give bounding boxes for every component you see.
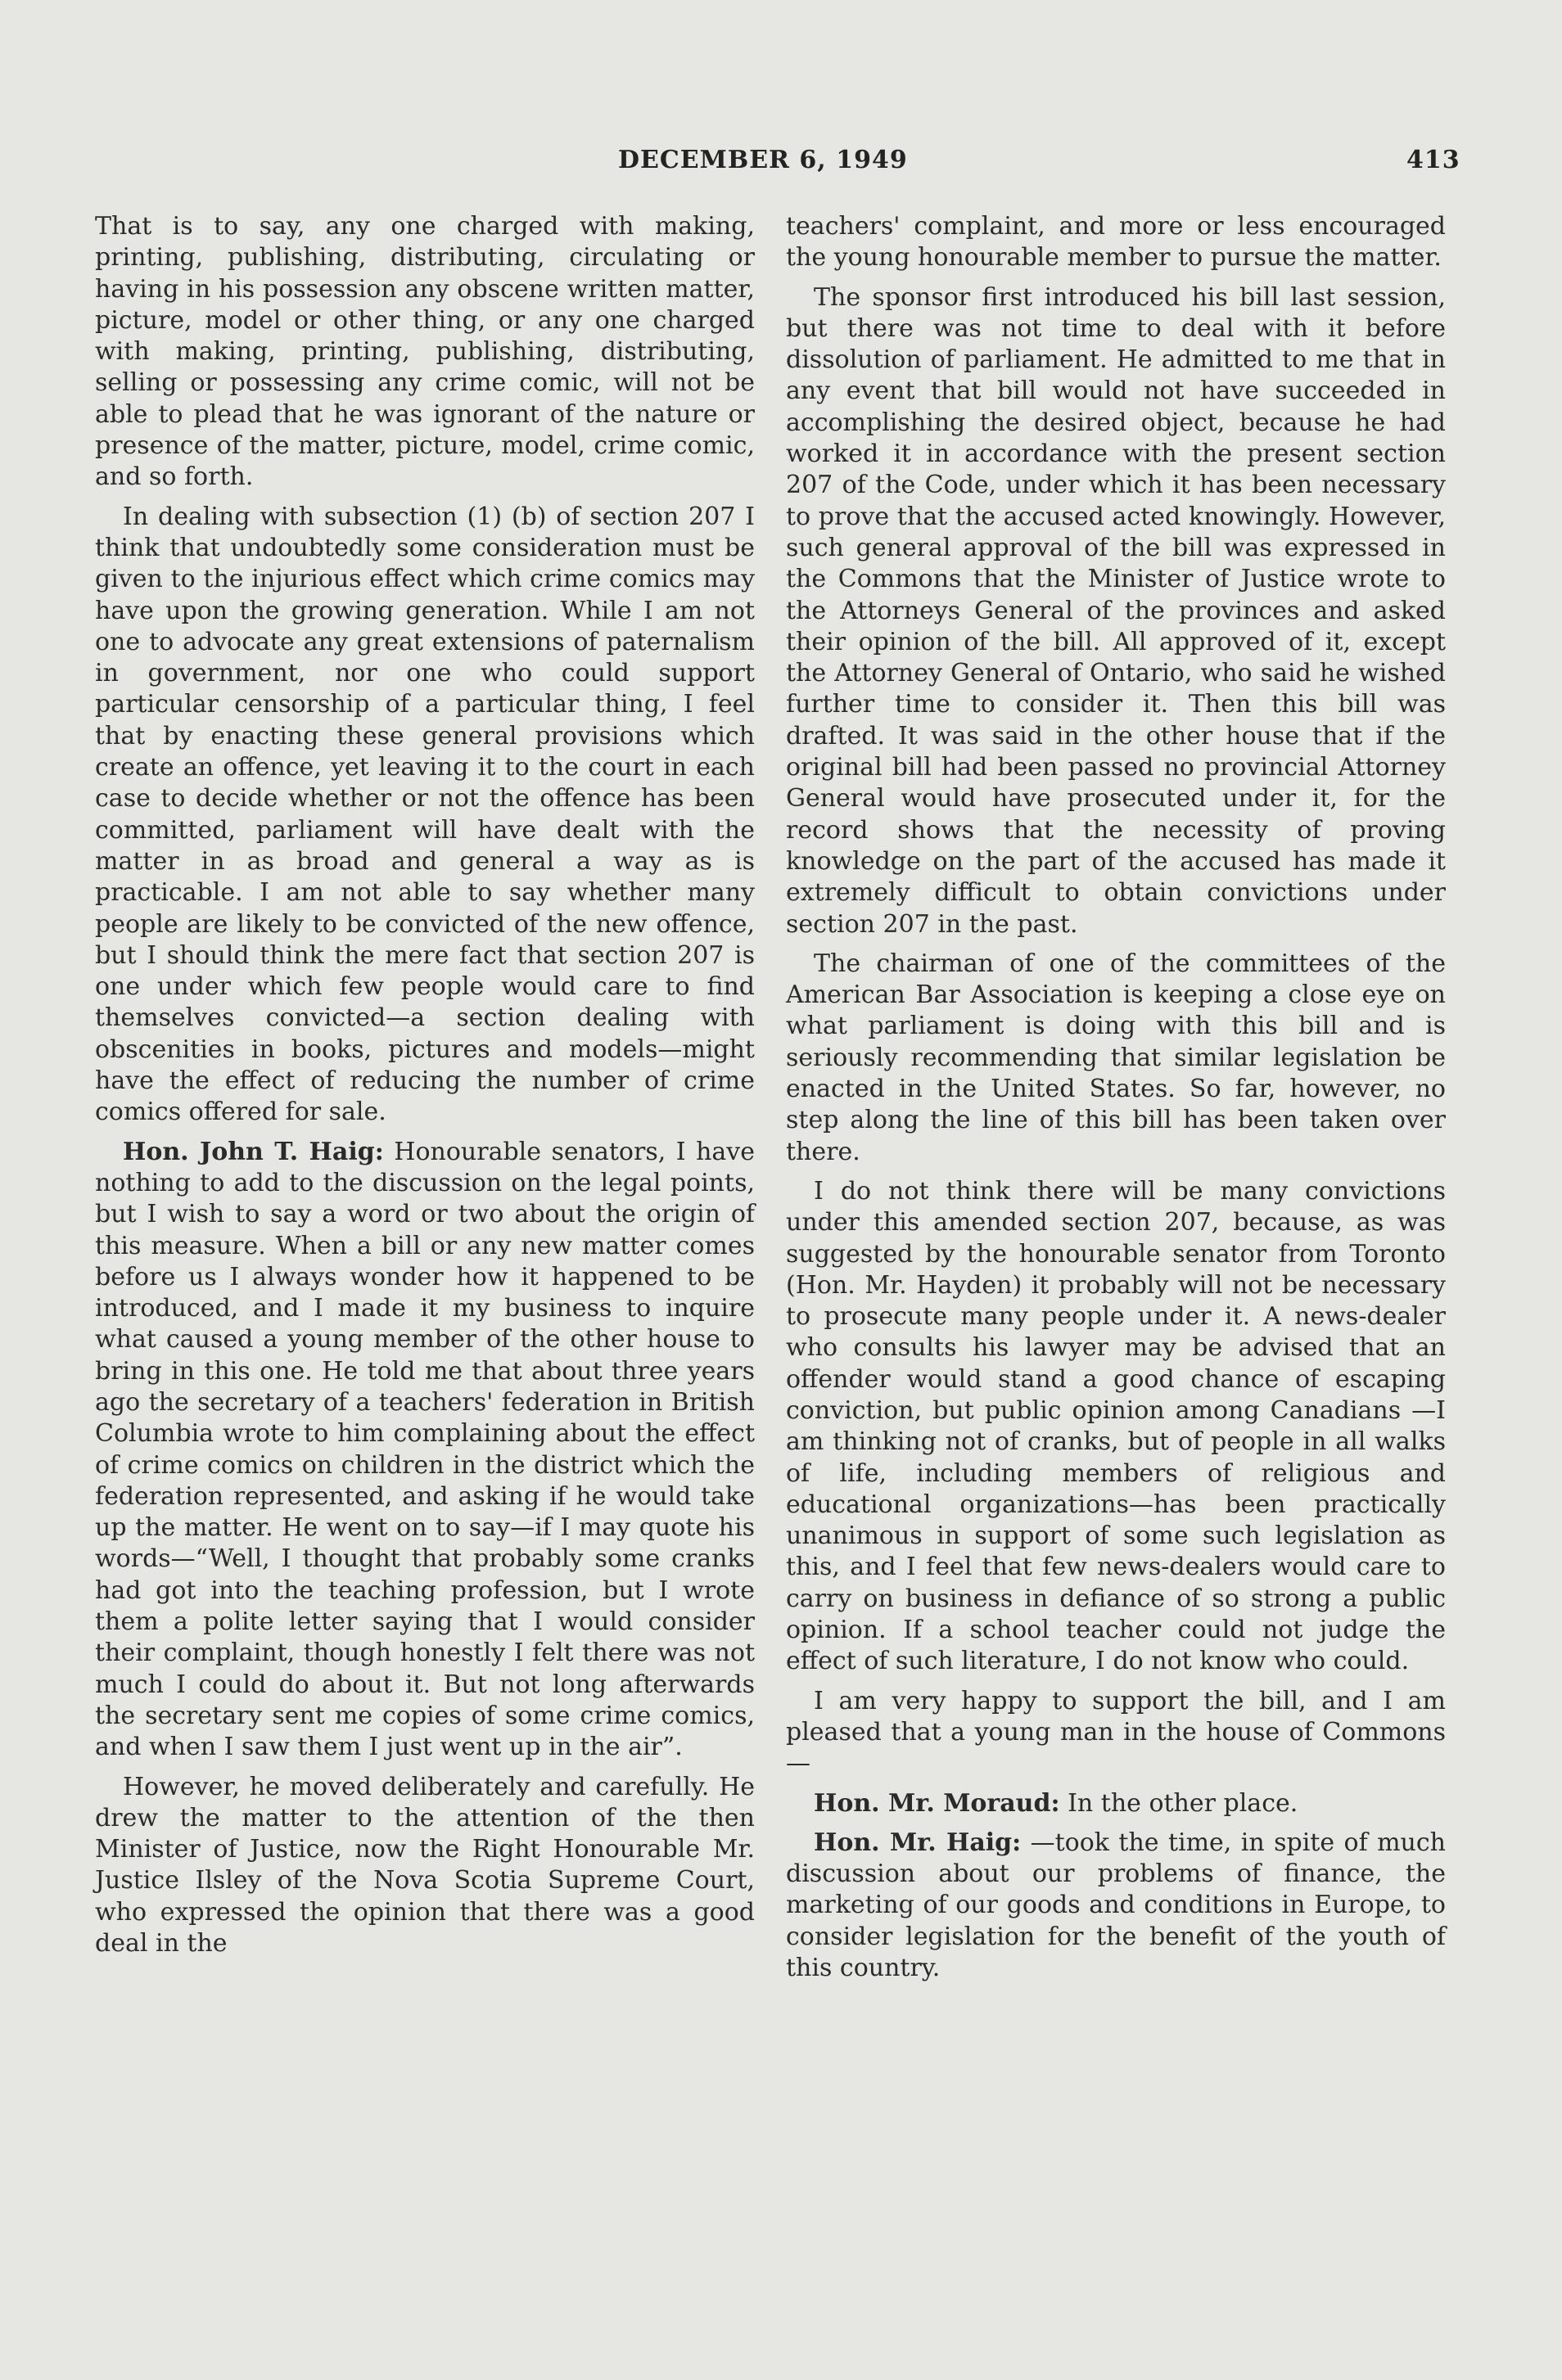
- paragraph: [786, 1686, 1446, 1780]
- paragraph: [95, 502, 755, 1129]
- paragraph-text: In the other place.: [1059, 1788, 1298, 1818]
- speech-paragraph: [786, 1828, 1446, 1984]
- speech-paragraph: [786, 1788, 1446, 1819]
- paragraph: [786, 282, 1446, 940]
- speech-paragraph: [95, 1137, 755, 1764]
- paragraph-text: The chairman of one of the committees of the American Bar Association is keeping a close eye on what parliament is doing with this bill and is seriously recommending that similar legislation be enacted in the United States. So far, however, no step along the line of this bill has been taken over there.: [786, 949, 1446, 1166]
- paragraph-text: I am very happy to support the bill, and I am pleased that a young man in the house of Commons—: [786, 1686, 1446, 1778]
- paragraph-text: In dealing with subsection (1) (b) of section 207 I think that undoubtedly some consideration must be given to the injurious effect which crime comics may have upon the growing generation. While I am not one to advocate any great extensions of paternalism in government, nor one who could support particular censorship of a particular thing, I feel that by enacting these general provisions which create an offence, yet leaving it to the court in each case to decide whether or not the offence has been committed, parliament will have dealt with the matter in as broad and general a way as is practicable. I am not able to say whether many people are likely to be convicted of the new offence, but I should think the mere fact that section 207 is one under which few people would care to find themselves convicted—a section dealing with obscenities in books, pictures and models—might have the effect of reducing the number of crime comics offered for sale.: [95, 502, 755, 1127]
- paragraph: [95, 211, 755, 494]
- page-header: [0, 146, 1562, 178]
- paragraph: [786, 1176, 1446, 1678]
- paragraph-text: —took the time, in spite of much discussion about our problems of finance, the marketing of our goods and conditions in Europe, to consider legislation for the benefit of the youth of this country.: [786, 1828, 1446, 1983]
- paragraph: [786, 949, 1446, 1168]
- paragraph: [786, 211, 1446, 274]
- paragraph-text: The sponsor first introduced his bill last session, but there was not time to deal with it before dissolution of parliament. He admitted to me that in any event that bill would not have succeeded in accomplishing the desired object, because he had worked it in accordance with the present section 207 of the Code, under which it has been necessary to prove that the accused acted knowingly. However, such general approval of the bill was expressed in the Commons that the Minister of Justice wrote to the Attorneys General of the provinces and asked their opinion of the bill. All approved of it, except the Attorney General of Ontario, who said he wished further time to consider it. Then this bill was drafted. It was said in the other house that if the original bill had been passed no provincial Attorney General would have prosecuted under it, for the record shows that the necessity of proving knowledge on the part of the accused has made it extremely difficult to obtain convictions under section 207 in the past.: [786, 282, 1446, 939]
- paragraph-text: Honourable senators, I have nothing to add to the discussion on the legal points, but I wish to say a word or two about the origin of this measure. When a bill or any new matter comes before us I always wonder how it happened to be introduced, and I made it my business to inquire what caused a young member of the other house to bring in this one. He told me that about three years ago the secretary of a teachers' federation in British Columbia wrote to him complaining about the effect of crime comics on children in the district which the federation represented, and asking if he would take up the matter. He went on to say—if I may quote his words—“Well, I thought that probably some cranks had got into the teaching profession, but I wrote them a polite letter saying that I would consider their complaint, though honestly I felt there was not much I could do about it. But not long afterwards the secretary sent me copies of some crime comics, and when I saw them I just went up in the air”.: [95, 1137, 756, 1762]
- right-column: [786, 211, 1446, 1992]
- paragraph-text: That is to say, any one charged with making, printing, publishing, distributing, circulating or having in his possession any obscene written matter, picture, model or other thing, or any one charged with making, printing, publishing, distributing, selling or possessing any crime comic, will not be able to plead that he was ignorant of the nature or presence of the matter, picture, model, crime comic, and so forth.: [95, 212, 755, 492]
- left-column: [95, 211, 755, 1968]
- speaker-name: Hon. Mr. Haig:: [814, 1828, 1022, 1857]
- paragraph-text: However, he moved deliberately and carefully. He drew the matter to the attention of the then Minister of Justice, now the Right Honourable Mr. Justice Ilsley of the Nova Scotia Supreme Court, who expressed the opinion that there was a good deal in the: [95, 1772, 755, 1959]
- page-number: 413: [1406, 146, 1460, 174]
- paragraph: [95, 1772, 755, 1960]
- speaker-name: Hon. John T. Haig:: [123, 1137, 384, 1166]
- paragraph-text: teachers' complaint, and more or less encouraged the young honourable member to pursue the matter.: [786, 212, 1446, 273]
- header-date: DECEMBER 6, 1949: [618, 146, 908, 174]
- speaker-name: Hon. Mr. Moraud:: [814, 1788, 1060, 1818]
- paragraph-text: I do not think there will be many convictions under this amended section 207, because, as was suggested by the honourable senator from Toronto (Hon. Mr. Hayden) it probably will not be necessary to prosecute many people under it. A news-dealer who consults his lawyer may be advised that an offender would stand a good chance of escaping conviction, but public opinion among Canadians —I am thinking not of cranks, but of people in all walks of life, including members of religious and educational organizations—has been practically unanimous in support of some such legislation as this, and I feel that few news-dealers would care to carry on business in defiance of so strong a public opinion. If a school teacher could not judge the effect of such literature, I do not know who could.: [786, 1176, 1446, 1676]
